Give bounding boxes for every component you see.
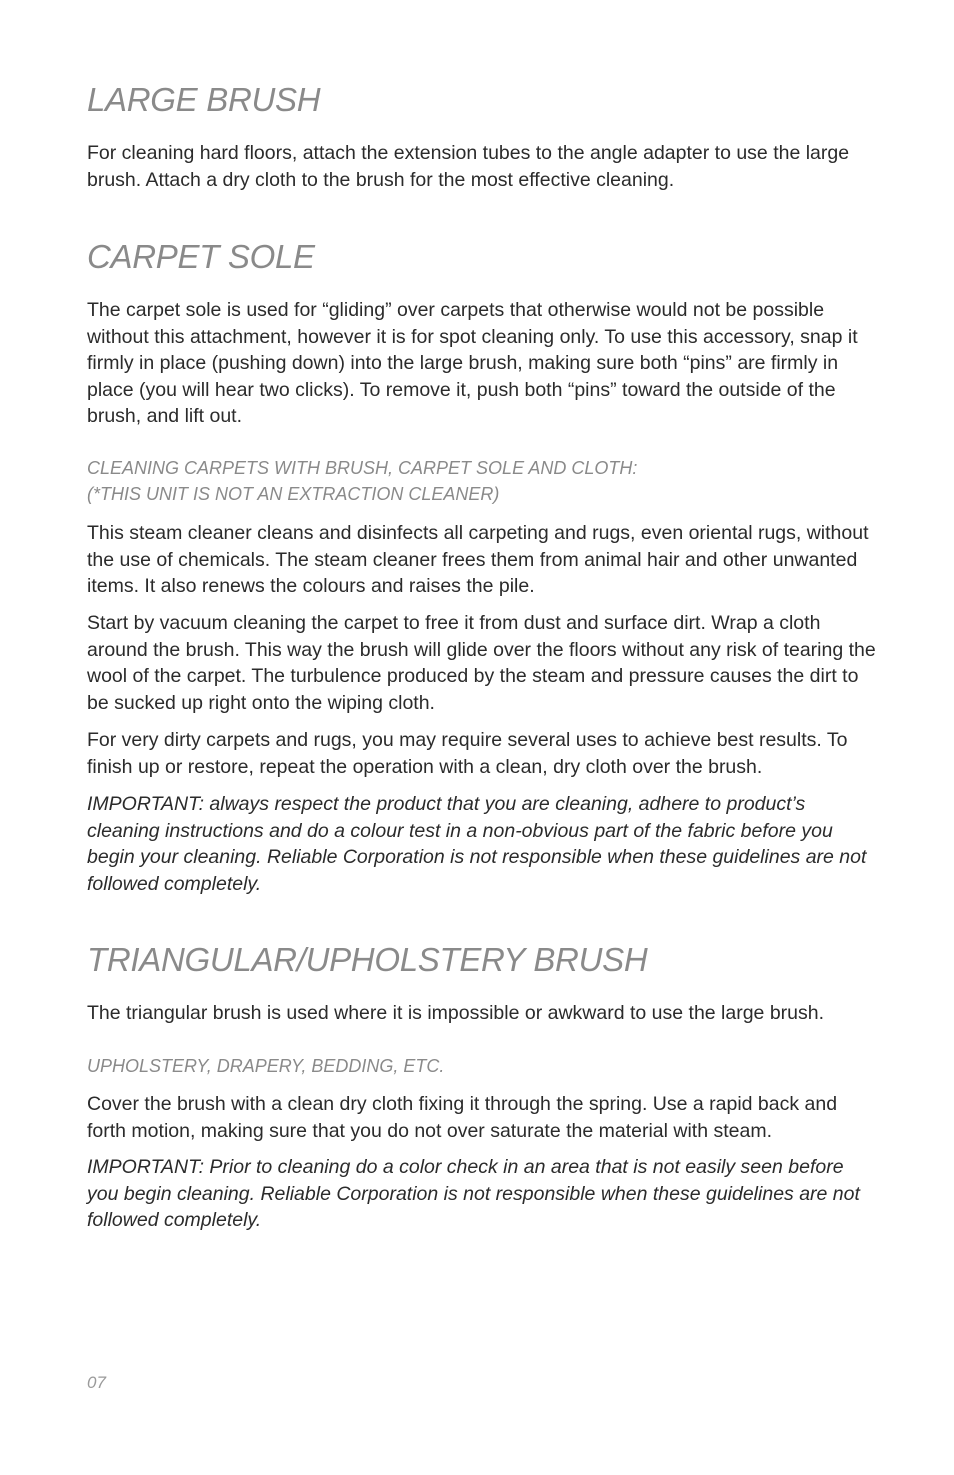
carpet-cleaning-subheading-line2: (*THIS UNIT IS NOT AN EXTRACTION CLEANER) [87,484,500,504]
carpet-cleaning-important: IMPORTANT: always respect the product that you are cleaning, adhere to product’s cleaning instructions and do a colour test in a non-obvious part of the fabric before you begin your cleaning. Reliable Corporation is not responsible when these guidelines are not followed completely. [87,793,867,895]
triangular-brush-body: The triangular brush is used where it is impossible or awkward to use the large brush. [87,1002,825,1024]
triangular-brush-heading: TRIANGULAR/UPHOLSTERY BRUSH [87,941,648,978]
large-brush-body: For cleaning hard floors, attach the extension tubes to the angle adapter to use the large brush. Attach a dry cloth to the brush for the most effective cleaning. [87,142,850,191]
page-number: 07 [87,1373,106,1392]
carpet-cleaning-para3: For very dirty carpets and rugs, you may require several uses to achieve best results. To finish up or restore, repeat the operation with a clean, dry cloth over the brush. [87,729,848,778]
carpet-sole-heading: CARPET SOLE [87,238,315,275]
carpet-cleaning-para2: Start by vacuum cleaning the carpet to free it from dust and surface dirt. Wrap a cloth around the brush. This way the brush will glide over the floors without any risk of tearing the wool of the carpet. The turbulence produced by the steam and pressure causes the dirt to be sucked up right onto the wiping cloth. [87,612,876,714]
upholstery-para1: Cover the brush with a clean dry cloth fixing it through the spring. Use a rapid back and forth motion, making sure that you do not over saturate the material with steam. [87,1093,838,1142]
upholstery-subheading: UPHOLSTERY, DRAPERY, BEDDING, ETC. [87,1056,445,1076]
upholstery-important: IMPORTANT: Prior to cleaning do a color check in an area that is not easily seen before you begin cleaning. Reliable Corporation is not responsible when these guidelines are not followed completely. [87,1156,860,1231]
carpet-cleaning-subheading-line1: CLEANING CARPETS WITH BRUSH, CARPET SOLE AND CLOTH: [87,458,638,478]
carpet-sole-body: The carpet sole is used for “gliding” over carpets that otherwise would not be possible without this attachment, however it is for spot cleaning only. To use this accessory, snap it firmly in place (pushing down) into the large brush, making sure both “pins” are firmly in place (you will hear two clicks). To remove it, push both “pins” toward the outside of the brush, and lift out. [87,299,858,427]
carpet-cleaning-para1: This steam cleaner cleans and disinfects all carpeting and rugs, even oriental rugs, without the use of chemicals. The steam cleaner frees them from animal hair and other unwanted items. It also renews the colours and raises the pile. [87,522,869,597]
large-brush-heading: LARGE BRUSH [87,81,321,118]
